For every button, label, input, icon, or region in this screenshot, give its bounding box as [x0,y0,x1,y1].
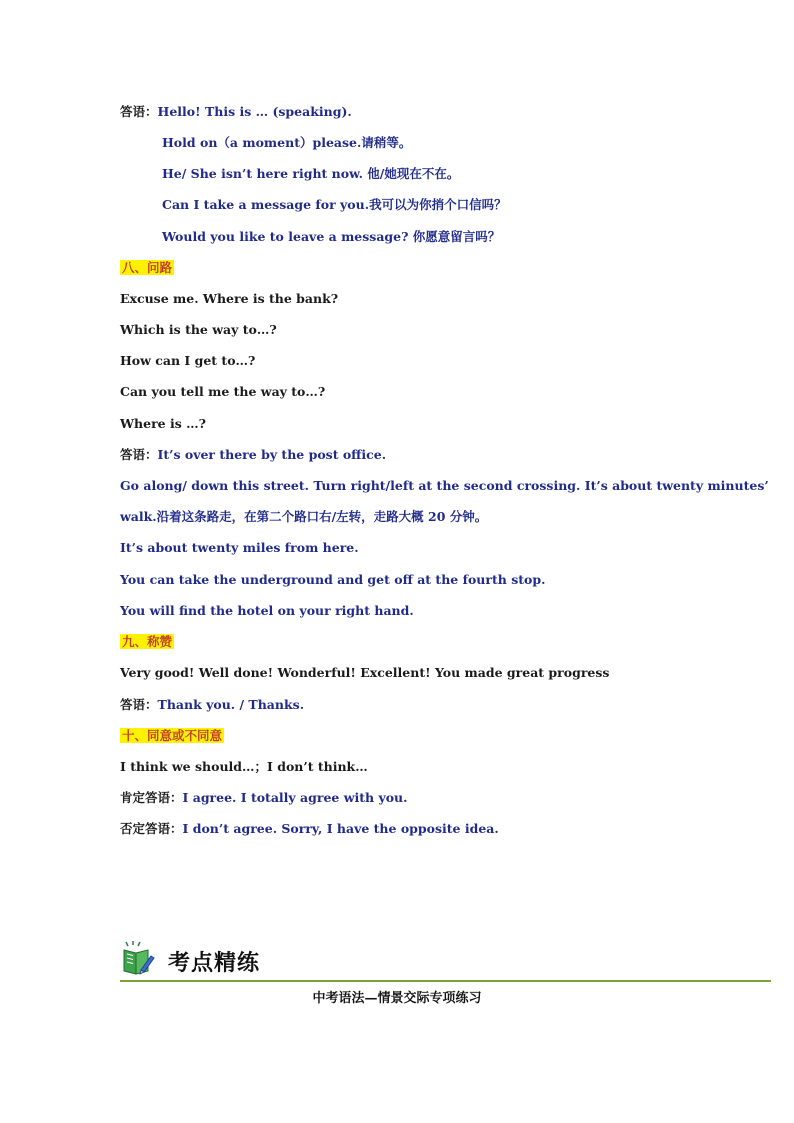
statement-line: I think we should…；I don’t think… [120,759,368,774]
answer-line: Go along/ down this street. Turn right/left at the second crossing. It’s about twenty minutes’ [120,478,769,493]
answer-label: 否定答语： [120,821,183,836]
question-line: Can you tell me the way to…? [120,384,326,399]
answer-line [120,789,408,807]
answer-text: Hello! This is … (speaking). [157,104,352,119]
section-heading [120,633,174,651]
answer-label: 肯定答语： [120,790,183,805]
statement-line: Very good! Well done! Wonderful! Excellent! You made great progress [120,665,610,680]
question-line: Excuse me. Where is the bank? [120,291,339,306]
answer-line: Hold on（a moment）please.请稍等。 [162,135,412,150]
question-line: Where is …? [120,416,206,431]
answer-line: You can take the underground and get off at the fourth stop. [120,572,546,587]
section-heading-text: 八、问路 [122,260,173,275]
answer-text: Thank you. / Thanks. [157,697,305,712]
answer-text: I agree. I totally agree with you. [182,790,408,805]
answer-line [120,696,304,714]
book-pencil-icon [122,940,156,976]
answer-line: It’s about twenty miles from here. [120,540,359,555]
practice-heading [120,938,771,982]
section-heading-text: 十、同意或不同意 [122,728,223,743]
question-line: How can I get to…? [120,353,256,368]
question-line: Which is the way to…? [120,322,277,337]
answer-label: 答语： [120,447,158,462]
practice-title: 考点精练 [168,951,261,976]
practice-subtitle: 中考语法—情景交际专项练习 [312,991,482,1006]
section-heading [120,259,174,277]
answer-line: He/ She isn’t here right now. 他/她现在不在。 [162,166,460,181]
section-heading-text: 九、称赞 [122,634,173,649]
answer-line: Can I take a message for you.我可以为你捎个口信吗？ [162,197,507,212]
answer-label: 答语： [120,104,158,119]
answer-line: Would you like to leave a message? 你愿意留言吗？ [162,229,501,244]
answer-line: walk.沿着这条路走，在第二个路口右/左转，走路大概 20 分钟。 [120,509,488,524]
answer-label: 答语： [120,697,158,712]
answer-line [120,103,352,121]
answer-text: I don’t agree. Sorry, I have the opposite idea. [182,821,499,836]
answer-line: You will find the hotel on your right hand. [120,603,414,618]
answer-text: It’s over there by the post office. [157,447,387,462]
answer-line [120,820,499,838]
section-heading [120,727,224,745]
answer-line [120,446,386,464]
